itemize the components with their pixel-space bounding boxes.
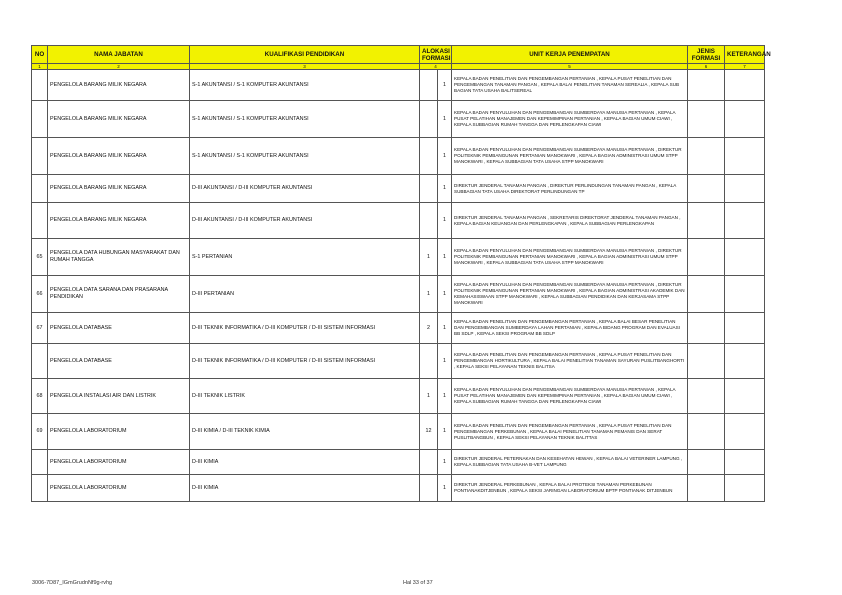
header-unit: UNIT KERJA PENEMPATAN — [452, 46, 688, 64]
table-row — [32, 101, 765, 138]
alokasi-cell: 1 — [438, 475, 452, 502]
jabatan-cell: PENGELOLA BARANG MILIK NEGARA — [48, 138, 190, 175]
jabatan-cell: PENGELOLA LABORATORIUM — [48, 450, 190, 475]
kualifikasi-cell: D-III PERTANIAN — [190, 276, 420, 313]
alokasi-cell: 1 — [438, 138, 452, 175]
kualifikasi-cell: D-III KIMIA — [190, 450, 420, 475]
keterangan-cell — [725, 138, 765, 175]
row-number: 65 — [32, 239, 48, 276]
table-row — [32, 175, 765, 203]
kualifikasi-cell: D-III AKUNTANSI / D-III KOMPUTER AKUNTANSI — [190, 175, 420, 203]
row-number — [32, 344, 48, 379]
formasi-table — [31, 45, 771, 502]
keterangan-cell — [725, 203, 765, 239]
jenis-formasi-cell — [688, 175, 725, 203]
kualifikasi-cell: D-III TEKNIK INFORMATIKA / D-III KOMPUTER / D-III SISTEM INFORMASI — [190, 344, 420, 379]
jabatan-cell: PENGELOLA INSTALASI AIR DAN LISTRIK — [48, 379, 190, 414]
header-number: 4 — [420, 64, 452, 70]
jenis-formasi-cell — [688, 313, 725, 344]
row-number — [32, 101, 48, 138]
alokasi-total-cell — [420, 101, 438, 138]
keterangan-cell — [725, 379, 765, 414]
row-number — [32, 138, 48, 175]
table-row — [32, 313, 765, 344]
keterangan-cell — [725, 239, 765, 276]
table-row — [32, 138, 765, 175]
header-number: 3 — [190, 64, 420, 70]
header-kualifikasi: KUALIFIKASI PENDIDIKAN — [190, 46, 420, 64]
jenis-formasi-cell — [688, 475, 725, 502]
kualifikasi-cell: D-III TEKNIK INFORMATIKA / D-III KOMPUTER / D-III SISTEM INFORMASI — [190, 313, 420, 344]
header-no: NO — [32, 46, 48, 64]
unit-kerja-cell: KEPALA BADAN PENYULUHAN DAN PENGEMBANGAN SUMBERDAYA MANUSIA PERTANIAN , KEPALA PUSAT PELATIHAN MANAJEMEN DAN KEPEMIMPINAN PERTANIAN , KEPALA BAGIAN UMUM CIAWI , KEPALA SUBBAGIAN RUMAH TANGGA DAN PERLENGKAPAN CIAWI — [452, 101, 688, 138]
kualifikasi-cell: D-III KIMIA / D-III TEKNIK KIMIA — [190, 414, 420, 450]
unit-kerja-cell: KEPALA BADAN PENELITIAN DAN PENGEMBANGAN PERTANIAN , KEPALA PUSAT PENELITIAN DAN PENGEMBANGAN HORTIKULTURA , KEPALA BALAI PENELITIAN TANAMAN SAYURAN PUSLITBANGHORTI , KEPALA SEKSI PELAYANAN TEKNIS BALITSA — [452, 344, 688, 379]
jenis-formasi-cell — [688, 414, 725, 450]
header-number: 5 — [452, 64, 688, 70]
alokasi-cell: 1 — [438, 344, 452, 379]
alokasi-total-cell — [420, 138, 438, 175]
unit-kerja-cell: KEPALA BADAN PENELITIAN DAN PENGEMBANGAN PERTANIAN , KEPALA PUSAT PENELITIAN DAN PENGEMBANGAN PERKEBUNAN , KEPALA BALAI PENELITIAN TANAMAN PEMANIS DAN SERAT PUSLITBANGBUN , KEPALA SEKSI PELAYANAN TEKNIK BALITTAS — [452, 414, 688, 450]
jabatan-cell: PENGELOLA BARANG MILIK NEGARA — [48, 175, 190, 203]
jenis-formasi-cell — [688, 203, 725, 239]
row-number — [32, 175, 48, 203]
jabatan-cell: PENGELOLA BARANG MILIK NEGARA — [48, 70, 190, 101]
jabatan-cell: PENGELOLA BARANG MILIK NEGARA — [48, 101, 190, 138]
page-number: Hal 33 of 37 — [403, 580, 433, 586]
keterangan-cell — [725, 175, 765, 203]
alokasi-total-cell: 1 — [420, 379, 438, 414]
jenis-formasi-cell — [688, 70, 725, 101]
jabatan-cell: PENGELOLA LABORATORIUM — [48, 414, 190, 450]
unit-kerja-cell: KEPALA BADAN PENELITIAN DAN PENGEMBANGAN PERTANIAN , KEPALA BALAI BESAR PENELITIAN DAN PENGEMBANGAN SUMBERDAYA LAHAN PERTANIAN , KEPALA BIDANG PROGRAM DAN EVALUASI BB SDLP , KEPALA SEKSI PROGRAM BB SDLP — [452, 313, 688, 344]
keterangan-cell — [725, 313, 765, 344]
alokasi-total-cell: 12 — [420, 414, 438, 450]
keterangan-cell — [725, 70, 765, 101]
kualifikasi-cell: D-III AKUNTANSI / D-III KOMPUTER AKUNTANSI — [190, 203, 420, 239]
jabatan-cell: PENGELOLA LABORATORIUM — [48, 475, 190, 502]
alokasi-cell: 1 — [438, 239, 452, 276]
alokasi-total-cell — [420, 203, 438, 239]
table-row — [32, 414, 765, 450]
alokasi-cell: 1 — [438, 70, 452, 101]
row-number: 68 — [32, 379, 48, 414]
header-alokasi: ALOKASI FORMASI — [420, 46, 452, 64]
header-number: 7 — [725, 64, 765, 70]
unit-kerja-cell: DIREKTUR JENDERAL TANAMAN PANGAN , SEKRETARIS DIREKTORAT JENDERAL TANAMAN PANGAN , KEPALA BAGIAN KEUANGAN DAN PERLENGKAPAN , KEPALA SUBBAGIAN PERLENGKAPAN — [452, 203, 688, 239]
keterangan-cell — [725, 101, 765, 138]
table-row — [32, 344, 765, 379]
jabatan-cell: PENGELOLA BARANG MILIK NEGARA — [48, 203, 190, 239]
row-number: 69 — [32, 414, 48, 450]
keterangan-cell — [725, 414, 765, 450]
kualifikasi-cell: D-III TEKNIK LISTRIK — [190, 379, 420, 414]
jenis-formasi-cell — [688, 239, 725, 276]
row-number — [32, 450, 48, 475]
unit-kerja-cell: KEPALA BADAN PENYULUHAN DAN PENGEMBANGAN SUMBERDAYA MANUSIA PERTANIAN , DIREKTUR POLITEKNIK PEMBANGUNAN PERTANIAN MANOKWARI , KEPALA BAGIAN ADMINISTRASI AKADEMIK DAN KEMAHASISWAAN STPP MANOKWARI , KEPALA SUBBAGIAN PENDIDIKAN DAN KERJASAMA STPP MANOKWARI — [452, 276, 688, 313]
header-nama-jabatan: NAMA JABATAN — [48, 46, 190, 64]
alokasi-total-cell: 1 — [420, 239, 438, 276]
jenis-formasi-cell — [688, 276, 725, 313]
unit-kerja-cell: DIREKTUR JENDERAL PERKEBUNAN , KEPALA BALAI PROTEKSI TANAMAN PERKEBUNAN PONTIANAKDITJENBUN , KEPALA SEKSI JARINGAN LABORATORIUM BPTP PONTIANAK DITJENBUN — [452, 475, 688, 502]
table-row — [32, 450, 765, 475]
header-jenis: JENIS FORMASI — [688, 46, 725, 64]
keterangan-cell — [725, 475, 765, 502]
kualifikasi-cell: S-1 AKUNTANSI / S-1 KOMPUTER AKUNTANSI — [190, 70, 420, 101]
alokasi-total-cell — [420, 70, 438, 101]
kualifikasi-cell: S-1 AKUNTANSI / S-1 KOMPUTER AKUNTANSI — [190, 138, 420, 175]
jenis-formasi-cell — [688, 379, 725, 414]
alokasi-total-cell — [420, 450, 438, 475]
alokasi-total-cell — [420, 175, 438, 203]
table-row — [32, 239, 765, 276]
alokasi-total-cell — [420, 344, 438, 379]
kualifikasi-cell: S-1 PERTANIAN — [190, 239, 420, 276]
header-number: 6 — [688, 64, 725, 70]
kualifikasi-cell: D-III KIMIA — [190, 475, 420, 502]
alokasi-cell: 1 — [438, 175, 452, 203]
unit-kerja-cell: DIREKTUR JENDERAL TANAMAN PANGAN , DIREKTUR PERLINDUNGAN TANAMAN PANGAN , KEPALA SUBBAGIAN TATA USAHA DIREKTORAT PERLINDUNGAN TP — [452, 175, 688, 203]
jenis-formasi-cell — [688, 138, 725, 175]
jabatan-cell: PENGELOLA DATA SARANA DAN PRASARANA PENDIDIKAN — [48, 276, 190, 313]
jabatan-cell: PENGELOLA DATA HUBUNGAN MASYARAKAT DAN RUMAH TANGGA — [48, 239, 190, 276]
header-keterangan: KETERANGAN — [725, 46, 765, 64]
alokasi-cell: 1 — [438, 276, 452, 313]
header-number: 1 — [32, 64, 48, 70]
document-id: 3006-7D87_IGmGrudnNf9g-rvhg — [32, 580, 113, 586]
alokasi-cell: 1 — [438, 313, 452, 344]
header-number: 2 — [48, 64, 190, 70]
jenis-formasi-cell — [688, 344, 725, 379]
header-row — [32, 46, 765, 64]
unit-kerja-cell: KEPALA BADAN PENYULUHAN DAN PENGEMBANGAN SUMBERDAYA MANUSIA PERTANIAN , KEPALA PUSAT PELATIHAN MANAJEMEN DAN KEPEMIMPINAN PERTANIAN , KEPALA BAGIAN UMUM CIAWI , KEPALA SUBBAGIAN RUMAH TANGGA DAN PERLENGKAPAN CIAWI — [452, 379, 688, 414]
unit-kerja-cell: KEPALA BADAN PENELITIAN DAN PENGEMBANGAN PERTANIAN , KEPALA PUSAT PENELITIAN DAN PENGEMBANGAN TANAMAN PANGAN , KEPALA BALAI PENELITIAN TANAMAN SEREALIA , KEPALA SUB BAGIAN TATA USAHA BALITSEREAL — [452, 70, 688, 101]
jabatan-cell: PENGELOLA DATABASE — [48, 344, 190, 379]
kualifikasi-cell: S-1 AKUNTANSI / S-1 KOMPUTER AKUNTANSI — [190, 101, 420, 138]
jabatan-cell: PENGELOLA DATABASE — [48, 313, 190, 344]
alokasi-total-cell — [420, 475, 438, 502]
table-row — [32, 70, 765, 101]
row-number — [32, 475, 48, 502]
keterangan-cell — [725, 344, 765, 379]
unit-kerja-cell: KEPALA BADAN PENYULUHAN DAN PENGEMBANGAN SUMBERDAYA MANUSIA PERTANIAN , DIREKTUR POLITEKNIK PEMBANGUNAN PERTANIAN MANOKWARI , KEPALA BAGIAN ADMINISTRASI UMUM STPP MANOKWARI , KEPALA SUBBAGIAN TATA USAHA STPP MANOKWARI — [452, 239, 688, 276]
jenis-formasi-cell — [688, 450, 725, 475]
row-number: 66 — [32, 276, 48, 313]
jenis-formasi-cell — [688, 101, 725, 138]
row-number: 67 — [32, 313, 48, 344]
unit-kerja-cell: DIREKTUR JENDERAL PETERNAKAN DAN KESEHATAN HEWAN , KEPALA BALAI VETERINER LAMPUNG , KEPALA SUBBAGIAN TATA USAHA B-VET LAMPUNG — [452, 450, 688, 475]
row-number — [32, 70, 48, 101]
alokasi-total-cell: 2 — [420, 313, 438, 344]
alokasi-cell: 1 — [438, 379, 452, 414]
row-number — [32, 203, 48, 239]
alokasi-cell: 1 — [438, 203, 452, 239]
alokasi-cell: 1 — [438, 450, 452, 475]
table-row — [32, 475, 765, 502]
table-row — [32, 203, 765, 239]
unit-kerja-cell: KEPALA BADAN PENYULUHAN DAN PENGEMBANGAN SUMBERDAYA MANUSIA PERTANIAN , DIREKTUR POLITEKNIK PEMBANGUNAN PERTANIAN MANOKWARI , KEPALA BAGIAN ADMINISTRASI UMUM STPP MANOKWARI , KEPALA SUBBAGIAN TATA USAHA STPP MANOKWARI — [452, 138, 688, 175]
table-row — [32, 276, 765, 313]
keterangan-cell — [725, 450, 765, 475]
keterangan-cell — [725, 276, 765, 313]
alokasi-cell: 1 — [438, 414, 452, 450]
alokasi-cell: 1 — [438, 101, 452, 138]
table-row — [32, 379, 765, 414]
alokasi-total-cell: 1 — [420, 276, 438, 313]
